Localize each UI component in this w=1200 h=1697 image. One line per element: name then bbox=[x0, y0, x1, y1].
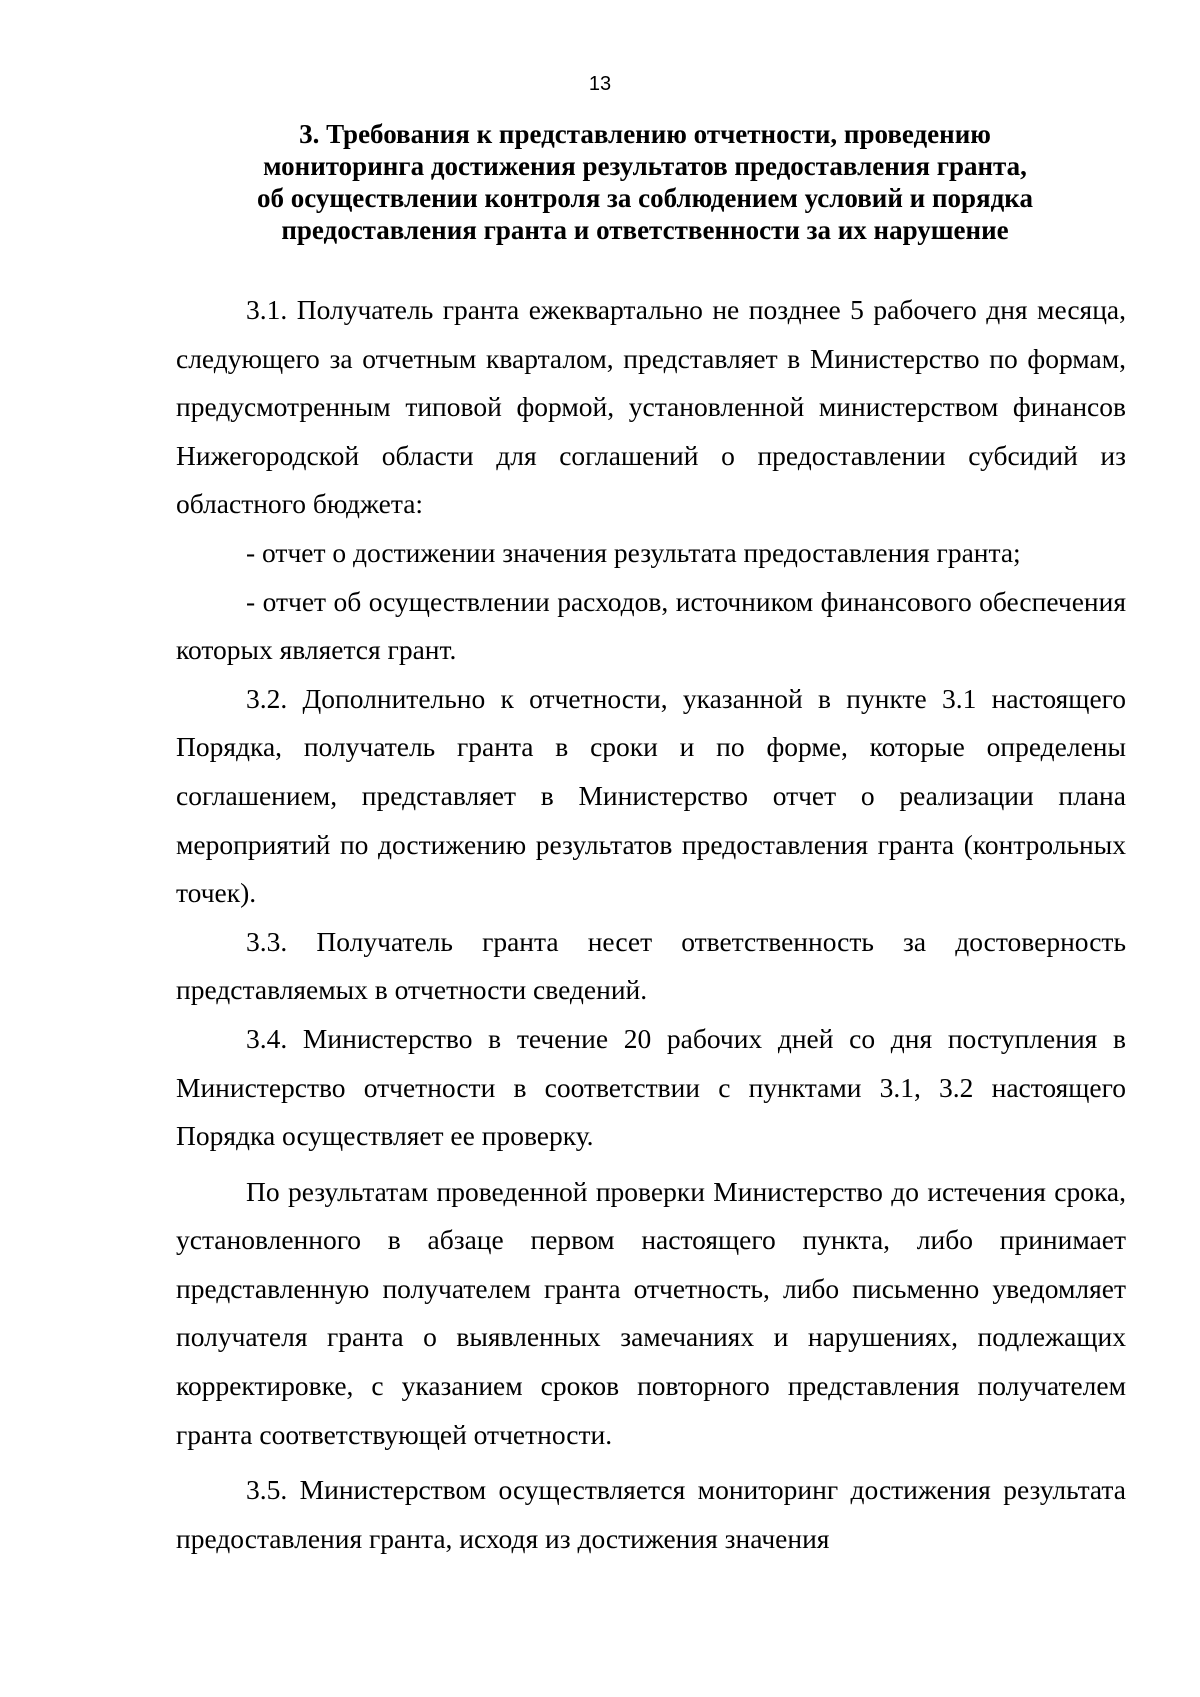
paragraph-3-4: 3.4. Министерство в течение 20 рабочих дней со дня поступления в Министерство отчетности в соответствии с пунктами 3.1, 3.2 настоящего Порядка осуществляет ее проверку. bbox=[176, 1022, 1126, 1152]
heading-line: предоставления гранта и ответственности за их нарушение bbox=[281, 215, 1009, 245]
list-item-report-expenses: - отчет об осуществлении расходов, источником финансового обеспечения которых является грант. bbox=[176, 585, 1126, 666]
heading-line: мониторинга достижения результатов предоставления гранта, bbox=[263, 151, 1027, 181]
page-number: 13 bbox=[588, 73, 612, 95]
paragraph-3-5: 3.5. Министерством осуществляется мониторинг достижения результата предоставления гранта, исходя из достижения значения bbox=[176, 1474, 1126, 1554]
heading-line: об осуществлении контроля за соблюдением условий и порядка bbox=[257, 183, 1033, 213]
paragraph-3-3: 3.3. Получатель гранта несет ответственность за достоверность представляемых в отчетности сведений. bbox=[176, 925, 1126, 1006]
paragraph-3-4-continued: По результатам проведенной проверки Министерство до истечения срока, установленного в абзаце первом настоящего пункта, либо принимает представленную получателем гранта отчетность, либо письменно уведомляет получателя гранта о выявленных замечаниях и нарушениях, подлежащих корректировке, с указанием сроков повторного представления получателем гранта соответствующей отчетности. bbox=[176, 1175, 1126, 1450]
section-heading bbox=[170, 118, 1120, 246]
paragraph-3-2: 3.2. Дополнительно к отчетности, указанной в пункте 3.1 настоящего Порядка, получатель гранта в сроки и по форме, которые определены соглашением, представляет в Министерство отчет о реализации плана мероприятий по достижению результатов предоставления гранта (контрольных точек). bbox=[176, 682, 1126, 909]
document-body bbox=[176, 286, 1126, 1563]
paragraph-3-1: 3.1. Получатель гранта ежеквартально не позднее 5 рабочего дня месяца, следующего за отчетным кварталом, представляет в Министерство по формам, предусмотренным типовой формой, установленной министерством финансов Нижегородской области для соглашений о предоставлении субсидий из областного бюджета: bbox=[176, 294, 1126, 520]
heading-line: 3. Требования к представлению отчетности, проведению bbox=[299, 119, 991, 149]
list-item-report-result: - отчет о достижении значения результата предоставления гранта; bbox=[246, 536, 1021, 568]
